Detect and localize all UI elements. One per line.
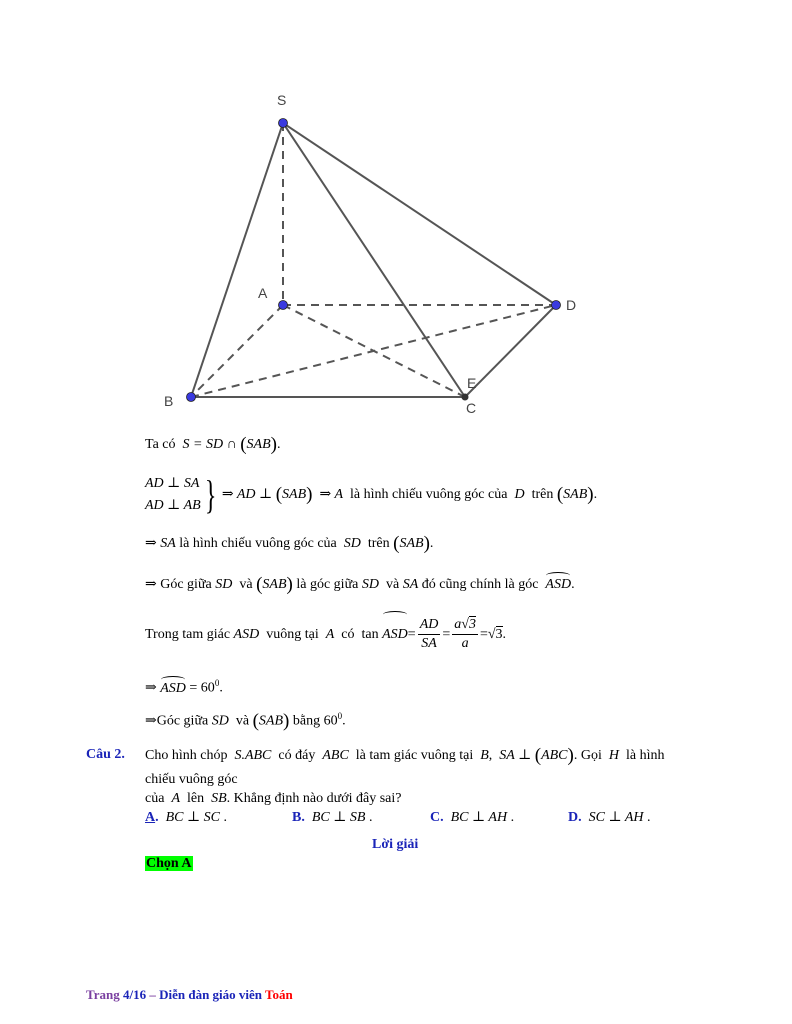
- solution-line-5: Trong tam giác ASD vuông tại A có tan ASD= $\frac{AD}{SA}$ = $\frac{a√3}{a}$ =√3.: [145, 615, 506, 655]
- edge-BD: [191, 305, 556, 397]
- edge-SD: [283, 123, 556, 305]
- system-of-conditions: AD ⊥ SA AD ⊥ AB: [145, 476, 201, 513]
- option-d[interactable]: D. SC ⊥ AH .: [568, 810, 651, 825]
- label-B: B: [164, 393, 174, 409]
- solution-line-4: ⇒ Góc giữa SD và (SAB) là góc giữa SD và SA đó cũng chính là góc ASD.: [145, 574, 575, 595]
- point-D: [552, 301, 561, 310]
- point-A: [279, 301, 288, 310]
- point-S: [279, 119, 288, 128]
- option-a[interactable]: A. BC ⊥ SC .: [145, 810, 228, 825]
- footer: Trang 4/16 – Diễn đàn giáo viên Toán: [86, 987, 293, 1002]
- edge-SC: [283, 123, 465, 397]
- question-text-line-1: Cho hình chóp S.ABC có đáy ABC là tam giác vuông tại B, SA ⊥ (ABC). Gọi H là hình: [145, 745, 665, 766]
- solution-line-7: ⇒Góc giữa SD và (SAB) bằng $60^0$.: [145, 710, 346, 732]
- fraction-a-sqrt3-a: $\frac{a√3}{a}$: [454, 617, 476, 652]
- answer-badge: Chọn A: [146, 856, 192, 871]
- question-text-line-2: chiếu vuông góc: [145, 772, 238, 787]
- label-D: D: [566, 297, 577, 313]
- option-b[interactable]: B. BC ⊥ SB .: [292, 810, 373, 825]
- question-text-line-3: của A lên SB. Khẳng định nào dưới đây sai?: [145, 791, 402, 806]
- solution-line-3: ⇒ SA là hình chiếu vuông góc của SD trên (SAB).: [145, 533, 434, 554]
- solution-line-6: ⇒ ASD = $60^0$.: [145, 678, 223, 696]
- point-B: [187, 393, 196, 402]
- edge-CD: [465, 305, 556, 397]
- label-A: A: [258, 285, 268, 301]
- option-c[interactable]: C. BC ⊥ AH .: [430, 810, 515, 825]
- pyramid-figure: [0, 0, 792, 430]
- fraction-AD-SA: $\frac{AD}{SA}$: [419, 617, 439, 652]
- solution-title: Lời giải: [372, 837, 419, 852]
- edge-AB: [191, 305, 283, 397]
- label-E: E: [467, 375, 477, 391]
- edge-SB: [191, 123, 283, 397]
- label-S: S: [277, 92, 287, 108]
- question-label: Câu 2.: [86, 747, 125, 762]
- solution-line-2: AD ⊥ SA AD ⊥ AB } ⇒ AD ⊥ (SAB) ⇒ A là hình chiếu vuông góc của D trên (SAB).: [145, 472, 598, 517]
- solution-line-1: Ta có S = SD ∩ (SAB).: [145, 434, 281, 455]
- label-C: C: [466, 400, 477, 416]
